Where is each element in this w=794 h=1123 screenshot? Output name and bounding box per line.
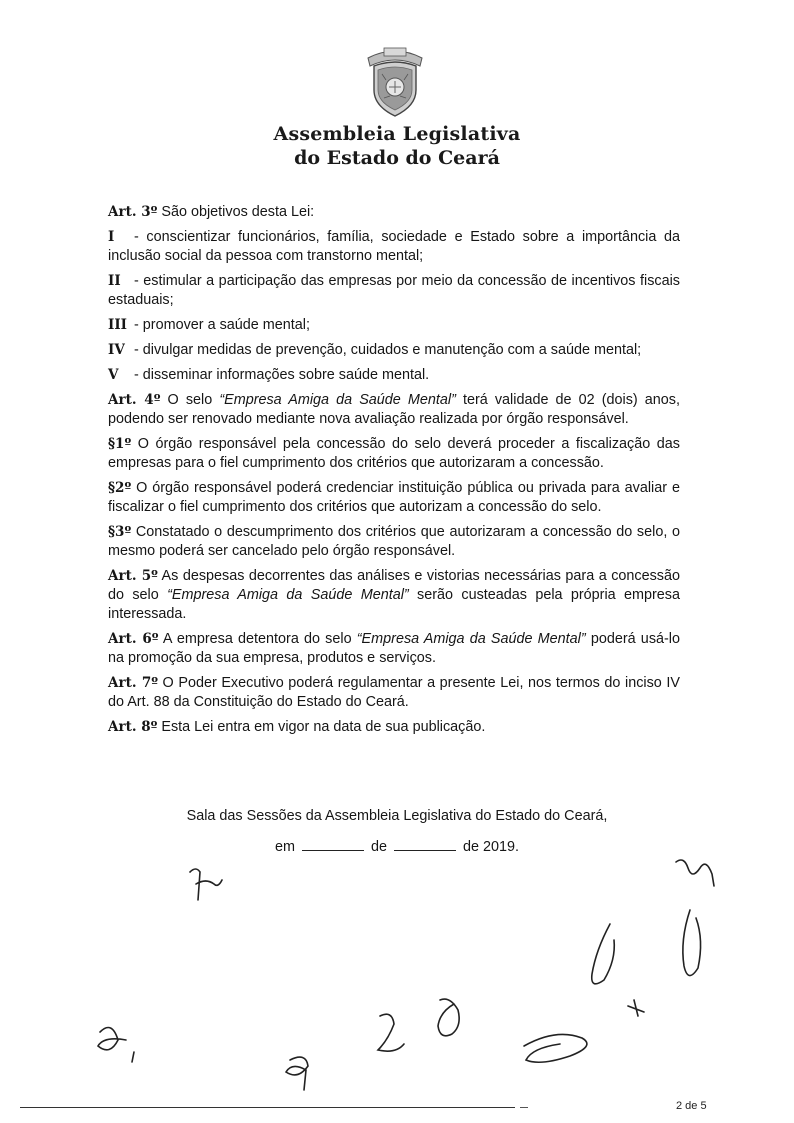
paragraph-label: §1º [108,436,132,452]
item-text: - divulgar medidas de prevenção, cuidados e manutenção com a saúde mental; [134,342,642,358]
signature-mark [286,1057,308,1090]
signature-mark [438,999,459,1036]
paragraph-text: Constatado o descumprimento dos critérios que autorizaram a concessão do selo, o mesmo poderá ser cancelado pelo órgão responsável. [108,524,680,559]
item-number: I [108,229,115,245]
article-text-post: terá validade de 02 (dois) anos, podendo ser renovado mediante nova avaliação realizada por órgão responsável. [108,392,680,427]
signature-mark [676,860,714,886]
article-label: Art. 8º [108,719,158,735]
item-number: III [108,317,127,333]
article-text: Esta Lei entra em vigor na data de sua publicação. [157,719,486,735]
article-label: Art. 6º [108,631,159,647]
article-text-pre: As despesas decorrentes das análises e vistorias necessárias para a concessão do selo [108,568,680,603]
header-title: Assembleia Legislativa [273,123,521,145]
article-text: O Poder Executivo poderá regulamentar a presente Lei, nos termos do inciso IV do Art. 88 da Constituição do Estado do Ceará. [108,675,680,710]
paragraph-text: O órgão responsável poderá credenciar instituição pública ou privada para avaliar e fiscalizar o fiel cumprimento dos critérios que autorizam a concessão do selo. [108,480,680,515]
signature-mark [98,1028,126,1050]
signature-mark [628,1000,644,1016]
paragraph-label: §3º [108,524,132,540]
article-text-post: poderá usá-lo na promoção da sua empresa, produtos e serviços. [108,631,681,666]
article-label: Art. 7º [108,675,158,691]
date-de: de [370,839,387,855]
footer-dash [520,1107,528,1108]
signature-mark [524,1034,587,1062]
article-label: Art. 5º [108,568,158,584]
item-text: - disseminar informações sobre saúde mental. [134,367,430,383]
signature-mark [592,924,615,984]
date-year: de 2019. [462,839,520,855]
paragraph-text: O órgão responsável pela concessão do selo deverá proceder a fiscalização das empresas para o fiel cumprimento dos critérios que autorizaram a concessão. [108,436,680,471]
signature-mark [132,1052,134,1062]
header-subtitle: do Estado do Ceará [294,147,500,169]
seal-name: “Empresa Amiga da Saúde Mental” [167,587,409,603]
article-label: Art. 3º [108,204,158,220]
article-text-pre: O selo [160,392,220,408]
seal-name: “Empresa Amiga da Saúde Mental” [219,392,456,408]
article-text-pre: A empresa detentora do selo [158,631,357,647]
session-hall-line: Sala das Sessões da Assembleia Legislativa do Estado do Ceará, [186,808,608,824]
seal-name: “Empresa Amiga da Saúde Mental” [356,631,586,647]
signature-mark [683,910,701,976]
item-number: II [108,273,121,289]
item-text: - estimular a participação das empresas por meio da concessão de incentivos fiscais estaduais; [108,273,680,308]
footer-rule [20,1107,515,1108]
date-em: em [274,839,295,855]
signature-mark [190,869,222,900]
item-text: - conscientizar funcionários, família, sociedade e Estado sobre a importância da inclusão social da pessoa com transtorno mental; [108,229,680,264]
item-number: V [108,367,119,383]
item-text: - promover a saúde mental; [134,317,310,333]
article-text: São objetivos desta Lei: [157,204,315,220]
article-text-post: serão custeadas pela própria empresa interessada. [108,587,680,622]
paragraph-label: §2º [108,480,132,496]
page-number: 2 de 5 [676,1100,707,1112]
signature-mark [378,1014,404,1051]
article-label: Art. 4º [108,392,161,408]
item-number: IV [108,342,125,358]
